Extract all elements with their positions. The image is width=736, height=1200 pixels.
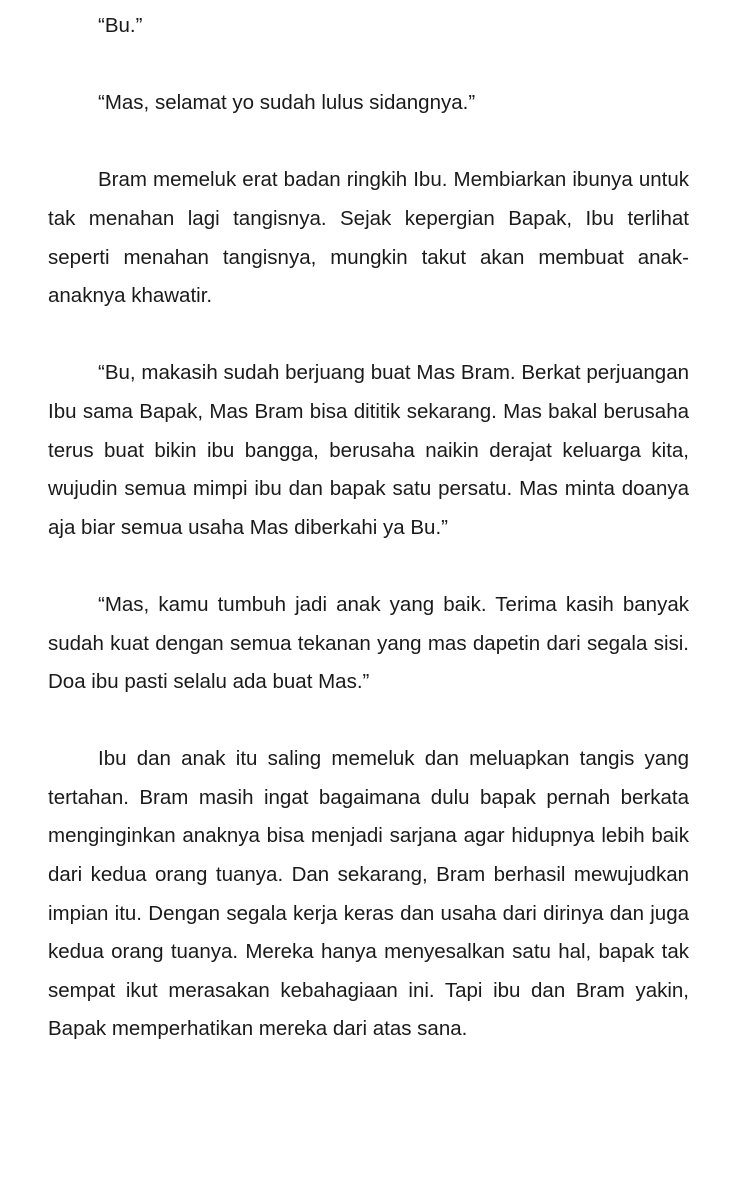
dialogue-paragraph-1: “Bu.” bbox=[98, 14, 143, 37]
dialogue-paragraph-3: “Bu, makasih sudah berjuang buat Mas Bram. Berkat perjuangan Ibu sama Bapak, Mas Bram bisa dititik sekarang. Mas bakal berusaha terus buat bikin ibu bangga, berusaha naikin derajat keluarga kita, wujudin semua mimpi ibu dan bapak satu persatu. Mas minta doanya aja biar semua usaha Mas diberkahi ya Bu.” bbox=[48, 361, 689, 539]
dialogue-paragraph-4: “Mas, kamu tumbuh jadi anak yang baik. Terima kasih banyak sudah kuat dengan semua tekanan yang mas dapetin dari segala sisi. Doa ibu pasti selalu ada buat Mas.” bbox=[48, 592, 689, 694]
dialogue-paragraph-2: “Mas, selamat yo sudah lulus sidangnya.” bbox=[98, 91, 476, 115]
narration-paragraph-1: Bram memeluk erat badan ringkih Ibu. Membiarkan ibunya untuk tak menahan lagi tangisnya. Sejak kepergian Bapak, Ibu terlihat seperti menahan tangisnya, mungkin takut akan membuat anak-anaknya khawatir. bbox=[48, 168, 689, 308]
narration-paragraph-2: Ibu dan anak itu saling memeluk dan meluapkan tangis yang tertahan. Bram masih ingat bagaimana dulu bapak pernah berkata menginginkan anaknya bisa menjadi sarjana agar hidupnya lebih baik dari kedua orang tuanya. Dan sekarang, Bram berhasil mewujudkan impian itu. Dengan segala kerja keras dan usaha dari dirinya dan juga kedua orang tuanya. Mereka hanya menyesalkan satu hal, bapak tak sempat ikut merasakan kebahagiaan ini. Tapi ibu dan Bram yakin, Bapak memperhatikan mereka dari atas sana. bbox=[48, 747, 689, 1041]
document-page bbox=[48, 7, 689, 1049]
